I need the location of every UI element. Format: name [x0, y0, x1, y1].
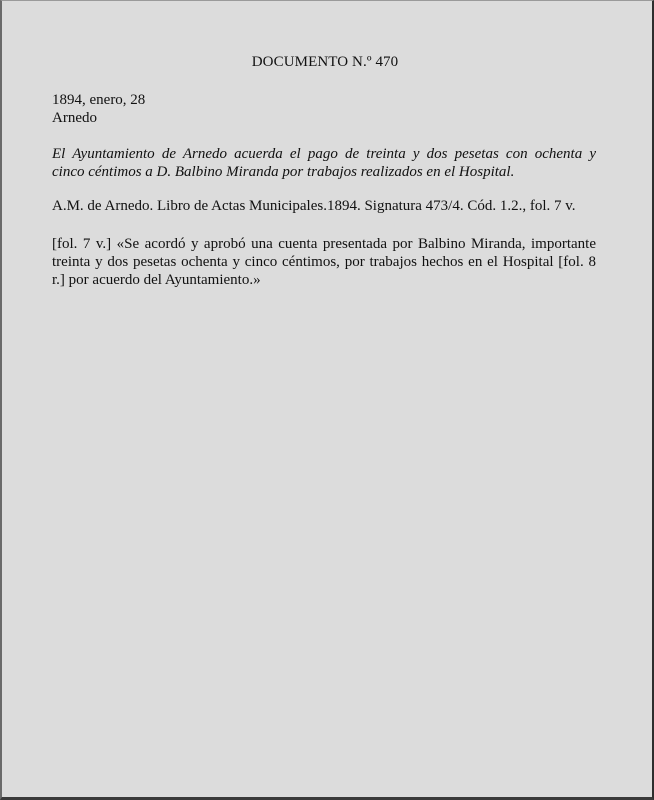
document-source: A.M. de Arnedo. Libro de Actas Municipales.1894. Signatura 473/4. Cód. 1.2., fol. 7 v. [52, 198, 576, 214]
body-line: r.] por acuerdo del Ayuntamiento.» [52, 272, 261, 288]
document-summary [52, 145, 596, 181]
document-place: Arnedo [52, 110, 97, 126]
document-body [52, 235, 596, 289]
body-line: [fol. 7 v.] «Se acordó y aprobó una cuenta presentada por Balbino Miranda, importante [52, 236, 596, 252]
document-title: DOCUMENTO N.º 470 [251, 54, 399, 70]
body-line: treinta y dos pesetas ochenta y cinco céntimos, por trabajos hechos en el Hospital [fol. 8 [52, 254, 596, 270]
summary-line: El Ayuntamiento de Arnedo acuerda el pago de treinta y dos pesetas con ochenta y [52, 146, 596, 162]
document-date: 1894, enero, 28 [52, 92, 146, 108]
summary-line: cinco céntimos a D. Balbino Miranda por trabajos realizados en el Hospital. [52, 164, 515, 180]
document-header-meta [52, 91, 596, 127]
